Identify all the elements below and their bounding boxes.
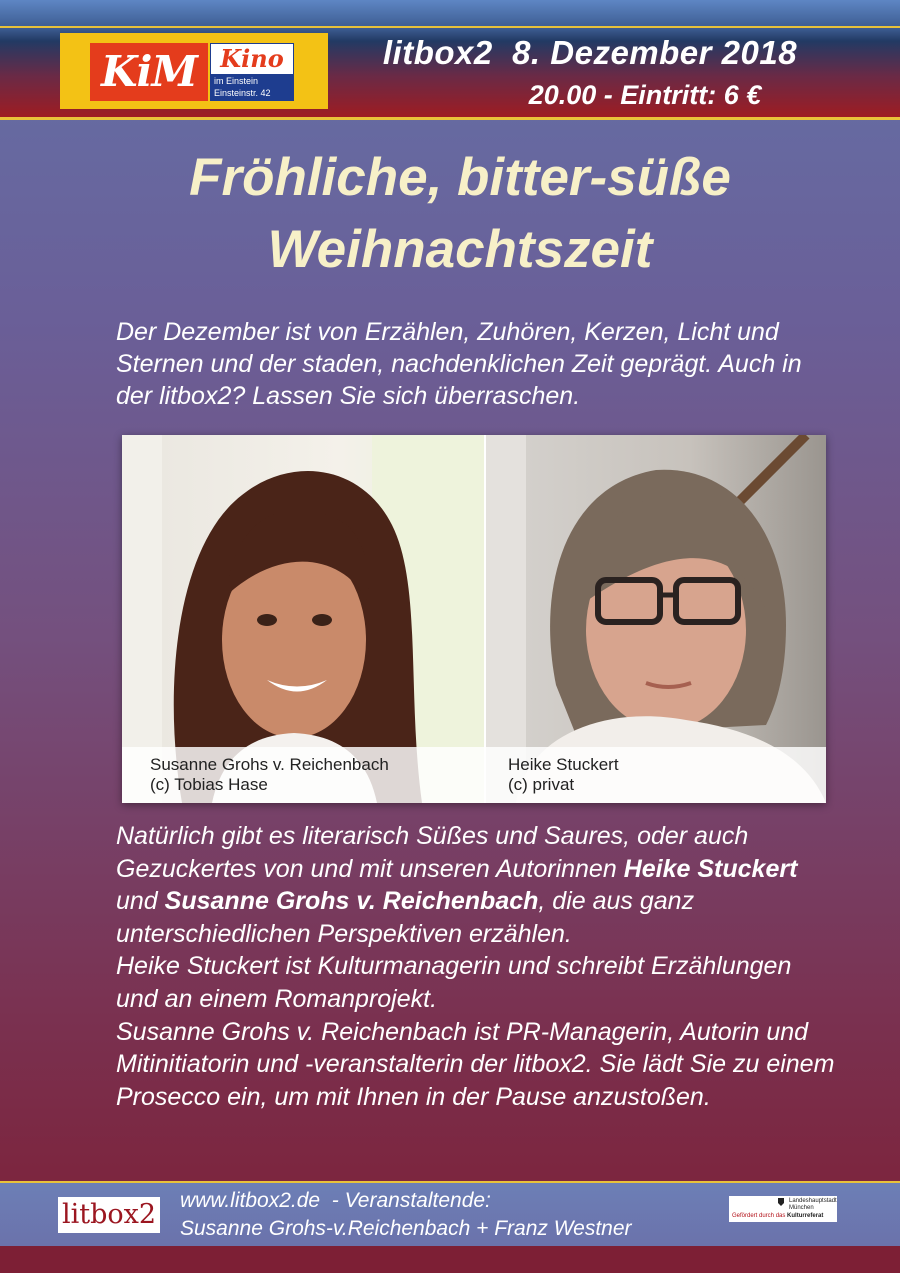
photo-heike <box>486 435 826 803</box>
footer-organizers: Susanne Grohs-v.Reichenbach + Franz Westner <box>180 1217 632 1240</box>
event-title-date: litbox2 8. Dezember 2018 <box>382 34 798 71</box>
sponsor-logo-munich <box>729 1196 837 1222</box>
munich-emblem-icon <box>777 1198 785 1206</box>
author-name-susanne: Susanne Grohs v. Reichenbach <box>164 887 539 916</box>
body-paragraph-2: Heike Stuckert ist Kulturmanagerin und schreibt Erzählungen und an einem Romanprojekt. <box>116 952 792 1013</box>
footer-banner <box>0 1181 900 1273</box>
logo-kino-text: Kino <box>220 44 284 73</box>
sponsor-city-line1: Landeshauptstadt <box>789 1198 837 1204</box>
litbox2-logo: litbox2 <box>58 1197 160 1233</box>
sponsor-funding-text: Gefördert durch das <box>732 1213 788 1219</box>
photo-susanne <box>122 435 484 803</box>
caption-heike <box>486 747 826 803</box>
sponsor-city-line2: München <box>789 1205 814 1211</box>
footer-bottom-band <box>0 1263 900 1273</box>
header-banner <box>0 0 900 120</box>
sponsor-funding-line <box>732 1213 836 1220</box>
caption-susanne <box>122 747 484 803</box>
event-time-price: 20.00 - Eintritt: 6 € <box>528 80 762 110</box>
author-photos <box>122 435 826 803</box>
logo-address-line2: Einsteinstr. 42 <box>214 88 271 98</box>
body-text <box>116 820 836 1113</box>
logo-kim-text: KiM <box>90 43 208 101</box>
author-name-heike: Heike Stuckert <box>623 854 798 883</box>
caption-susanne-credit: (c) Tobias Hase <box>150 775 268 794</box>
sponsor-kulturreferat: Kulturreferat <box>787 1213 824 1219</box>
intro-text: Der Dezember ist von Erzählen, Zuhören, Kerzen, Licht und Sternen und der staden, nachdenklichen Zeit geprägt. Auch in der litbox2? Lassen Sie sich überraschen. <box>116 318 802 410</box>
body-p1-part-b: und <box>116 887 165 916</box>
footer-website-line[interactable]: www.litbox2.de - Veranstaltende: <box>180 1189 491 1212</box>
kim-kino-logo <box>60 33 328 109</box>
logo-kino-block <box>210 43 294 101</box>
body-paragraph-1 <box>116 820 836 950</box>
caption-heike-name: Heike Stuckert <box>508 755 619 774</box>
body-p1-part-a: Natürlich gibt es literarisch Süßes und Saures, oder auch Gezuckertes von und mit unseren Autorinnen <box>116 822 749 883</box>
logo-address <box>211 74 293 100</box>
body-p1-part-c: , die aus ganz unterschiedlichen Perspektiven erzählen. <box>116 887 695 948</box>
logo-address-line1: im Einstein <box>214 76 259 86</box>
header-gold-line <box>0 26 900 28</box>
sponsor-city <box>789 1198 835 1212</box>
body-paragraph-3: Susanne Grohs v. Reichenbach ist PR-Managerin, Autorin und Mitinitiatorin und -veranstalterin der litbox2. Sie lädt Sie zu einem Prosecco ein, um mit Ihnen in der Pause anzustoßen. <box>116 1017 835 1111</box>
main-title <box>80 142 840 286</box>
caption-heike-credit: (c) privat <box>508 775 575 794</box>
main-title-line2: Weihnachtszeit <box>267 220 653 279</box>
caption-susanne-name: Susanne Grohs v. Reichenbach <box>150 755 389 774</box>
main-title-line1: Fröhliche, bitter-süße <box>189 148 731 207</box>
